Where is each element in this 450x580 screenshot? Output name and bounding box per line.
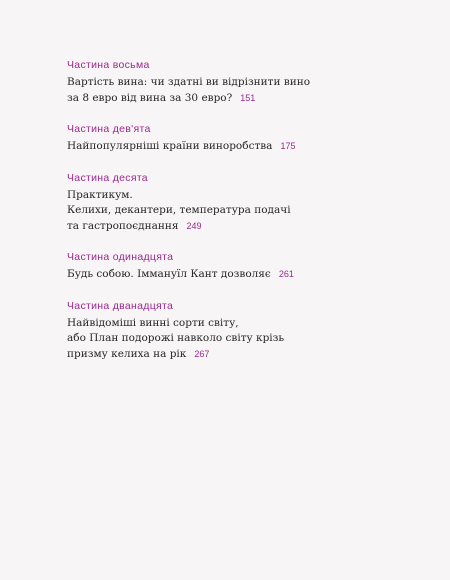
entry-title-line: Найвідоміші винні сорти світу, [67,316,239,329]
entry-title-text: за 8 евро від вина за 30 евро? [67,91,233,104]
part-label: Частина десята [67,171,148,184]
entry-title-line [67,267,407,283]
entry-title-text: Будь собою. Іммануїл Кант дозволяє [67,268,271,280]
entry-title-line [67,347,407,363]
toc-entry-part-8 [67,57,407,106]
entry-title-text: та гастропоєднання [67,219,179,232]
page-number: 175 [280,141,296,151]
part-label: Частина дванадцята [67,299,174,312]
part-label: Частина дев'ята [67,123,151,135]
toc-entry-part-9 [67,121,407,155]
entry-title-line [67,219,407,235]
entry-title-line: Практикум. [67,188,133,201]
table-of-contents [67,57,407,377]
page-number: 261 [278,269,294,279]
entry-title-line [67,139,407,155]
entry-title-line: Келихи, декантери, температура подачі [67,204,291,216]
page-number: 151 [240,92,256,103]
page-number: 267 [194,348,210,359]
entry-title-text: призму келиха на рік [67,347,187,360]
page-number: 249 [186,220,202,231]
toc-entry-part-10 [67,170,407,235]
entry-title-line [67,91,407,107]
entry-title-line: Вартість вина: чи здатні ви відрізнити вино [67,76,311,88]
entry-title-line: або План подорожі навколо світу крізь [67,332,285,344]
part-label: Частина восьма [67,59,150,71]
toc-entry-part-11 [67,249,407,283]
part-label: Частина одинадцята [67,251,174,263]
entry-title-text: Найпопулярніші країни виноробства [67,140,273,152]
toc-entry-part-12 [67,298,407,363]
